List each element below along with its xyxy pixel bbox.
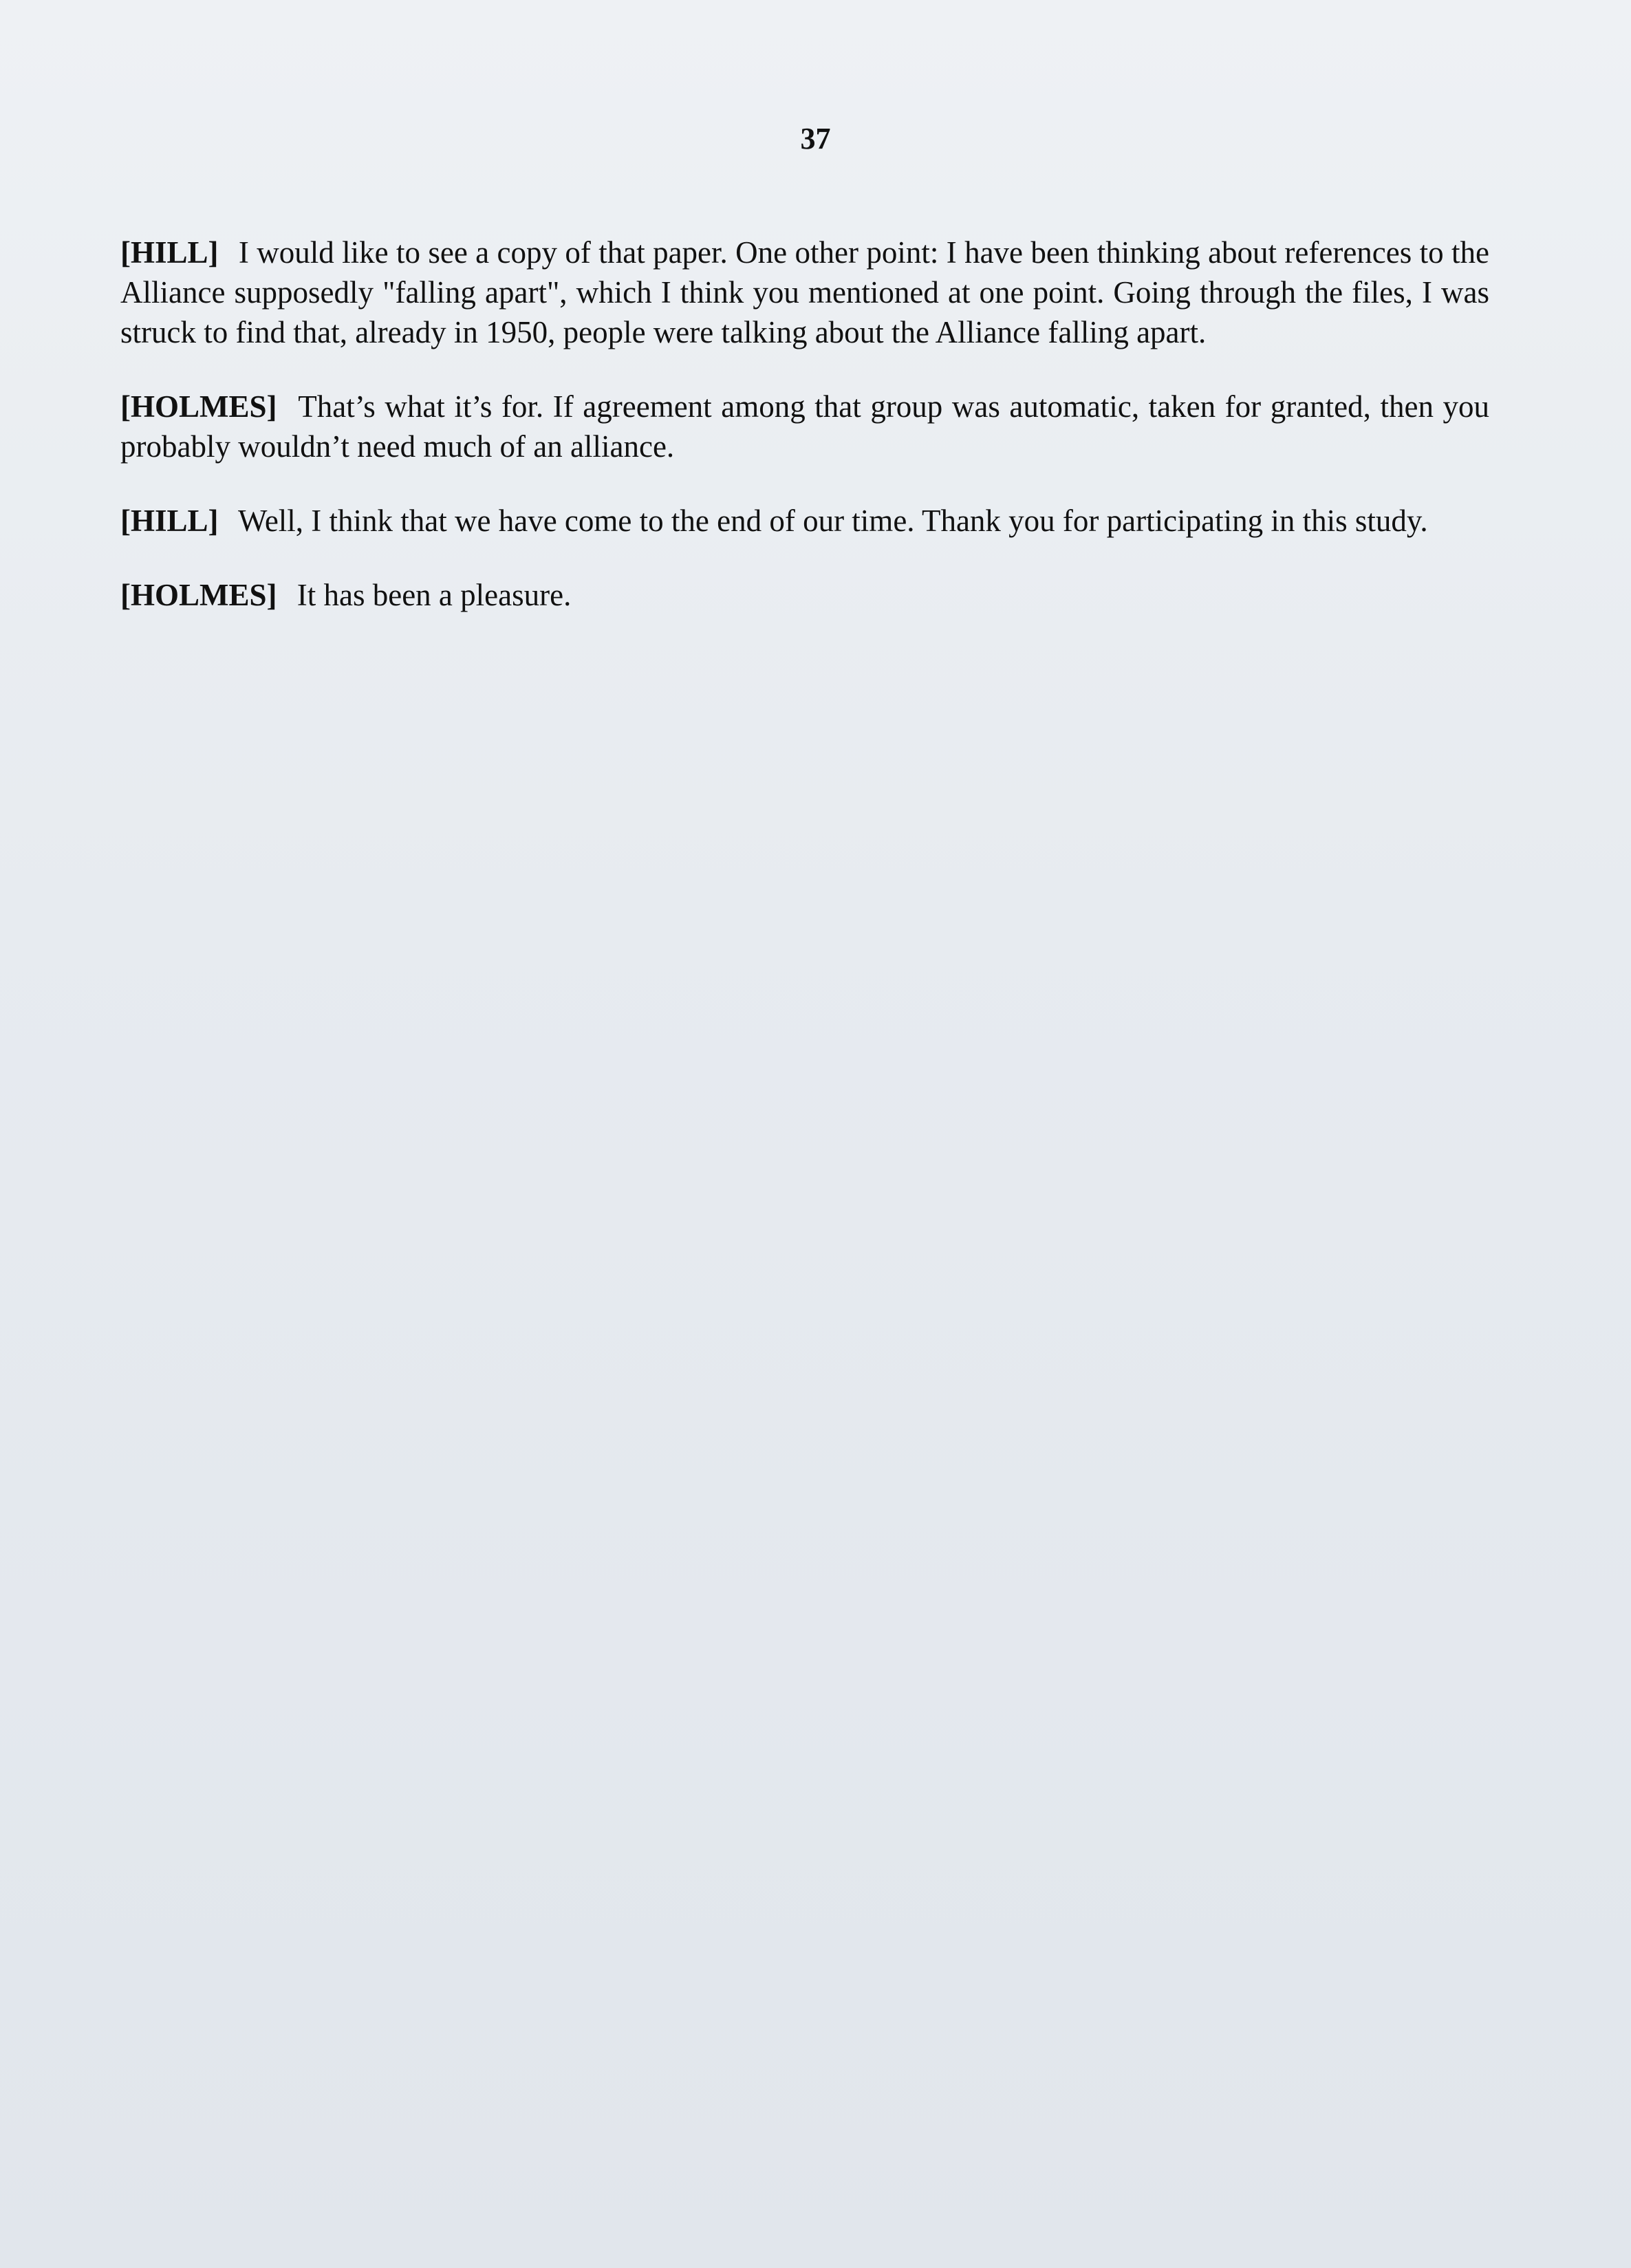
dialogue-text: Well, I think that we have come to the end of our time. Thank you for participating in this study.	[237, 504, 1428, 538]
dialogue-paragraph	[120, 575, 1489, 615]
speaker-label: [HILL]	[120, 235, 219, 270]
speaker-label: [HOLMES]	[120, 578, 277, 612]
page-number: 37	[800, 122, 831, 155]
dialogue-text: It has been a pleasure.	[296, 578, 572, 612]
dialogue-paragraph	[120, 387, 1489, 466]
speaker-label: [HOLMES]	[120, 389, 277, 424]
dialogue-text: That’s what it’s for. If agreement among that group was automatic, taken for granted, then you probably wouldn’t need much of an alliance.	[120, 389, 1490, 464]
dialogue-paragraph	[120, 501, 1489, 541]
transcript-body	[120, 233, 1489, 649]
dialogue-text: I would like to see a copy of that paper. One other point: I have been thinking about references to the Alliance supposedly "falling apart", which I think you mentioned at one point. Going through the files, I was struck to find that, already in 1950, people were talking about the Alliance falling apart.	[120, 235, 1489, 349]
dialogue-paragraph	[120, 233, 1489, 352]
speaker-label: [HILL]	[120, 504, 219, 538]
